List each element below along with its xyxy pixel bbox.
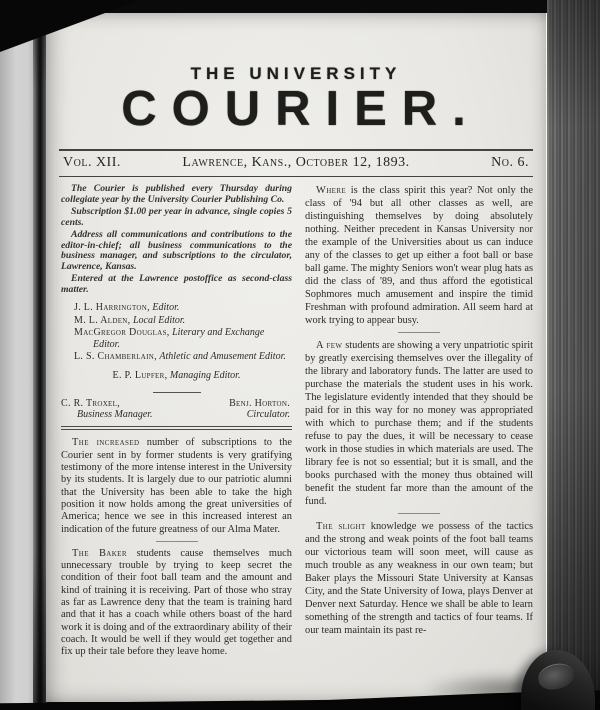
paragraph-lead: A few — [316, 340, 343, 351]
paragraph-text: students cause themselves much unnecessary trouble by trying to keep secret the condition of their foot ball team and the amount and kind of training it is receiving. Part of those who stray as far as Lawrence deny that the team is training hard and that it has a coach while others boast of the hard work it is doing and of the extraordinary ability of their coach. It would be well if they would get together and fix up their tale before they leave home. — [61, 547, 292, 658]
staff-role: Circulator. — [246, 409, 290, 421]
article-paragraph — [305, 520, 533, 637]
paragraph-lead: The Baker — [72, 547, 127, 559]
notice-paragraph: Entered at the Lawrence postoffice as second-class matter. — [61, 273, 292, 296]
paragraph-text: students are showing a very unpatriotic spirit by greatly exercising themselves over the illegality of the library and laboratory funds. The latter are used to purchase the materials the student uses in his work. The legislature evidently intended that they should be paid for in this way for no money was appropriated with which to purchase them; and if the students refuse to pay the dues, it will be necessary to cease work in those studies in which materials are used. The library fee is not so essential; but it is small, and the books purchased with the money thus obtained will benefit the student far more than the amount of the fund. — [305, 340, 533, 507]
thumbnail — [536, 660, 577, 693]
staff-role: Local Editor. — [132, 314, 186, 326]
page-fore-edges — [547, 0, 600, 710]
paragraph-text: number of subscriptions to the Courier sent in by former students is very gratifying testimony of the more intense interest in the University by its students. It is largely due to our patriotic alumni that the University has been able to take the high position it now holds among the great universities of America; hence we see in this increased interest an indication of the future greatness of our Alma Mater. — [61, 437, 292, 535]
article-paragraph — [305, 184, 533, 327]
right-column — [305, 184, 533, 658]
staff-entry — [61, 315, 292, 327]
staff-entry — [61, 351, 292, 363]
paragraph-divider — [398, 513, 440, 514]
paragraph-divider — [398, 332, 440, 333]
paragraph-text: knowledge we possess of the tactics and the strong and weak points of the foot ball teams our victorious team will soon meet, will cause as much trouble as any weakness in our own team; but Baker plays the Missouri State University at Kansas City, and the State University of Iowa, plays Denver at Denver next Saturday. Hence we shall be able to learn something of the strength and tactics of four teams. If our team maintain its past re- — [305, 521, 534, 636]
paragraph-lead: Where — [316, 185, 347, 196]
staff-entry — [61, 302, 292, 314]
publication-notice — [61, 184, 292, 296]
masthead — [46, 13, 546, 134]
article-paragraph — [305, 339, 533, 508]
dateline-row — [59, 149, 533, 177]
staff-entry — [61, 327, 292, 350]
body-columns — [46, 177, 546, 658]
staff-name: M. L. Alden, — [74, 314, 131, 326]
staff-divider-rule — [153, 392, 201, 393]
paragraph-lead: The slight — [316, 521, 366, 532]
staff-name: L. S. Chamberlain, — [74, 351, 157, 363]
managing-editor-entry — [61, 370, 292, 382]
binding-gutter-shadow — [33, 9, 47, 705]
adjacent-page-sliver — [0, 11, 35, 705]
staff-name: C. R. Troxel, — [61, 397, 120, 409]
staff-role: Managing Editor. — [169, 370, 241, 382]
article-paragraph — [61, 548, 292, 659]
business-manager-entry — [61, 398, 153, 421]
volume-label: Vol. XII. — [63, 155, 121, 170]
issue-label: No. 6. — [491, 155, 529, 170]
staff-name: J. L. Harrington, — [74, 302, 150, 314]
paragraph-text: is the class spirit this year? Not only the class of '94 but all other classes as well, are distinguishing themselves by doing absolutely nothing. Neither precedent in Kansas University nor the example of the Universities about us can induce any of the classes to get up either a foot ball or base ball game. The mighty Seniors won't wear plug hats as did the class of '89, and thus afford the egotistical Sophmores much amusement and inspire the timid Freshman with profound admiration. All seem hard at work trying to appear busy. — [305, 185, 533, 326]
circulator-entry — [229, 398, 292, 421]
staff-role: Literary and Exchange Editor. — [93, 327, 265, 350]
paragraph-lead: The increased — [72, 437, 140, 449]
manager-row — [61, 398, 292, 421]
masthead-pretitle: THE UNIVERSITY — [190, 64, 402, 83]
notice-paragraph: Address all communications and contributions to the editor-in-chief; all business communications to the business manager, and subscriptions to the circulator, Lawrence, Kansas. — [61, 228, 292, 273]
staff-name: E. P. Lupfer, — [112, 370, 168, 382]
staff-name: MacGregor Douglas, — [74, 327, 170, 339]
staff-box — [61, 302, 292, 420]
paragraph-divider — [156, 541, 198, 542]
masthead-title: COURIER. — [121, 82, 481, 136]
left-column — [61, 184, 292, 658]
notice-paragraph: The Courier is published every Thursday during collegiate year by the University Courier Publishing Co. — [61, 183, 292, 205]
section-rule — [61, 426, 292, 430]
staff-role: Editor. — [152, 302, 180, 314]
notice-paragraph: Subscription $1.00 per year in advance, single copies 5 cents. — [61, 205, 292, 228]
staff-name: Benj. Horton. — [229, 397, 290, 409]
staff-role: Business Manager. — [77, 409, 153, 421]
staff-role: Athletic and Amusement Editor. — [159, 351, 286, 363]
dateline-text: Lawrence, Kans., October 12, 1893. — [182, 155, 410, 170]
article-paragraph — [61, 437, 292, 535]
newspaper-page — [46, 13, 547, 702]
